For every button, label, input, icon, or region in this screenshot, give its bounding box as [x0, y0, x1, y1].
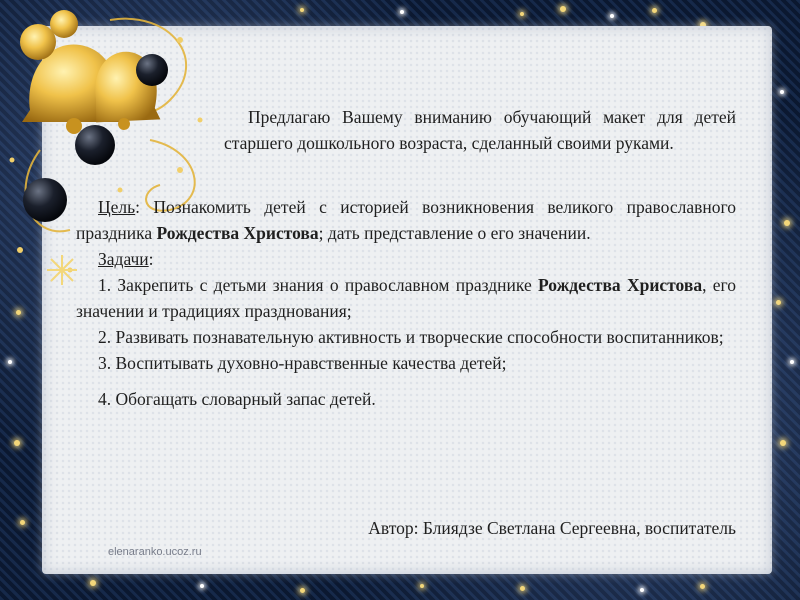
tasks-colon: : — [148, 249, 154, 269]
goal-holiday: Рождества Христова — [156, 223, 319, 243]
goal-paragraph — [76, 194, 736, 246]
task-4: 4. Обогащать словарный запас детей. — [98, 389, 376, 409]
task-1-holiday: Рождества Христова — [538, 275, 703, 295]
main-body — [76, 194, 736, 412]
goal-text: : Познакомить детей с историей возникновения великого православного праздника — [76, 197, 736, 243]
goal-label: Цель — [98, 197, 136, 217]
task-2: 2. Развивать познавательную активность и творческие способности воспитанников; — [98, 327, 724, 347]
intro-text: Предлагаю Вашему вниманию обучающий макет для детей старшего дошкольного возраста, сделанный своими руками. — [224, 107, 736, 153]
intro-paragraph — [224, 104, 736, 156]
task-3: 3. Воспитывать духовно-нравственные качества детей; — [98, 353, 507, 373]
task-1-text-end: , его значении и традициях празднования; — [76, 275, 737, 321]
task-1 — [76, 272, 736, 324]
goal-text-end: ; дать представление о его значении. — [318, 223, 591, 243]
author-line: Автор: Блиядзе Светлана Сергеевна, воспитатель — [368, 518, 736, 538]
tasks-heading — [76, 246, 736, 272]
tasks-label: Задачи — [98, 249, 149, 269]
task-1-text: 1. Закрепить с детьми знания о православном празднике — [98, 275, 539, 295]
watermark-url: elenaranko.ucoz.ru — [108, 546, 202, 558]
